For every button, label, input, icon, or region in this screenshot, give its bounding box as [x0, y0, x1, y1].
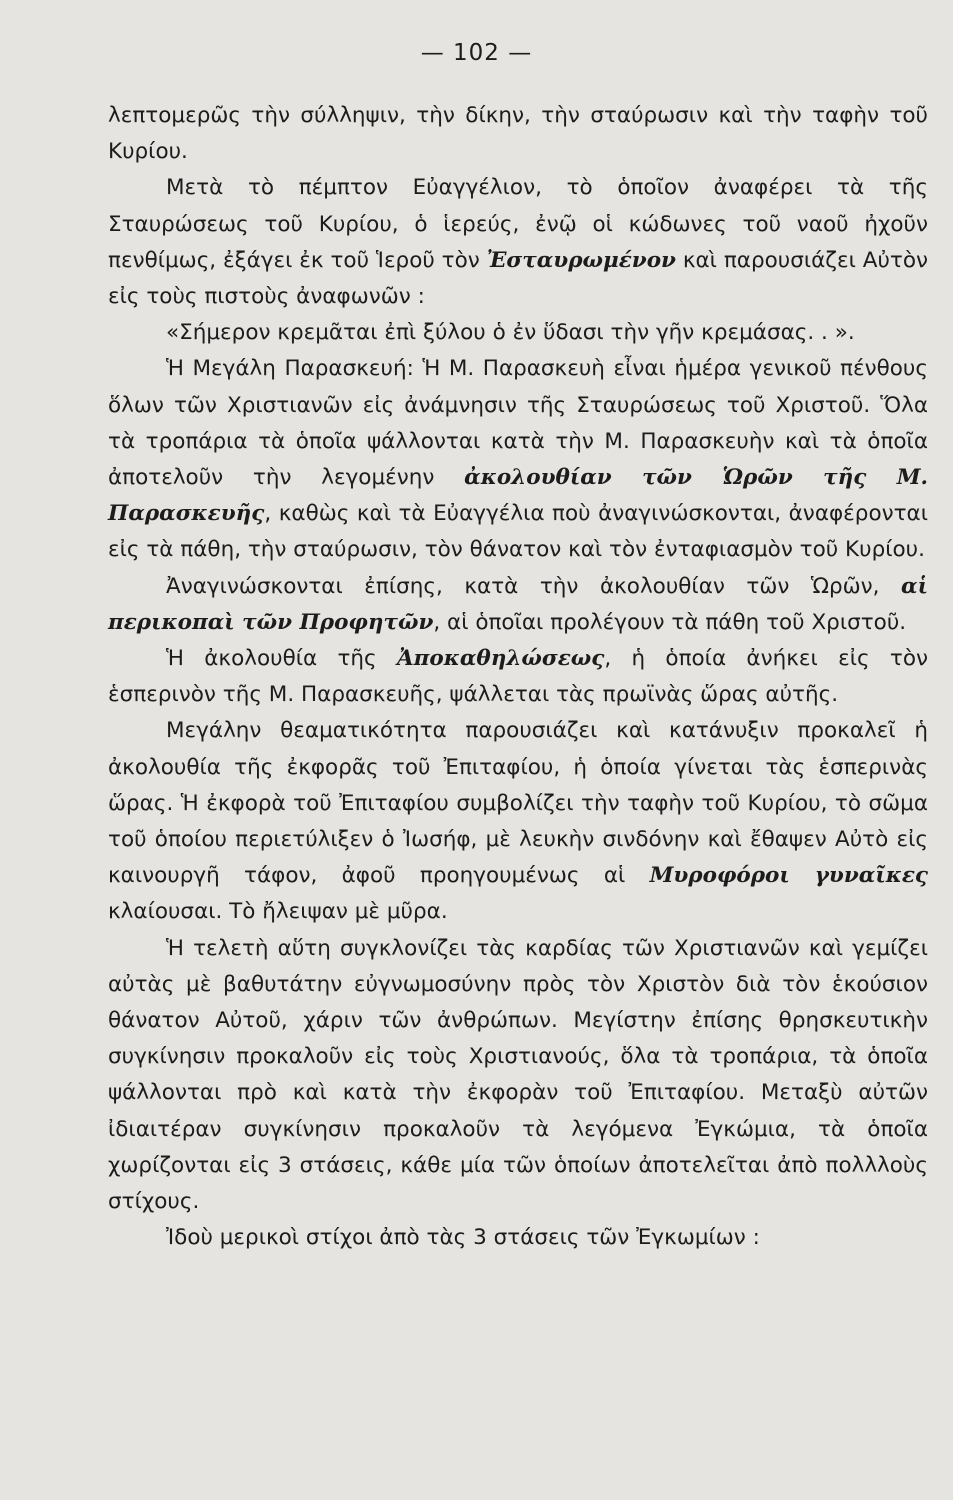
- text-run: Ἡ Μεγάλη Παρασκευή: Ἡ Μ. Παρασκευὴ εἶναι ἡμέρα γενικοῦ πένθους ὅλων τῶν Χριστιανῶν εἰς ἀνάμνησιν τῆς Σταυρώσεως τοῦ Χριστοῦ. Ὅλα τὰ τροπάρια τὰ ὁποῖα ψάλλονται κατὰ τὴν Μ. Παρασκευὴν καὶ τὰ ὁποῖα ἀποτελοῦν τὴν λεγομένην: [108, 356, 928, 491]
- text-run: Ἀναγινώσκονται ἐπίσης, κατὰ τὴν ἀκολουθίαν τῶν Ὡρῶν,: [166, 573, 902, 599]
- paragraph: λεπτομερῶς τὴν σύλληψιν, τὴν δίκην, τὴν σταύρωσιν καὶ τὴν ταφὴν τοῦ Κυρίου.: [108, 103, 928, 165]
- text-run: , αἱ ὁποῖαι προλέγουν τὰ πάθη τοῦ Χριστοῦ.: [433, 609, 907, 635]
- paragraph: [108, 713, 928, 930]
- paragraph: [108, 569, 928, 641]
- text-run: Ἡ ἀκολουθία τῆς: [166, 646, 397, 672]
- text-run: , ἡ ὁποία ἀνήκει εἰς τὸν ἑσπερινὸν τῆς Μ. Παρασκευῆς, ψάλλεται τὰς πρωϊνὰς ὥρας αὐτῆς.: [108, 646, 928, 708]
- text-run: κλαίουσαι. Τὸ ἤλειψαν μὲ μῦρα.: [108, 899, 448, 925]
- paragraph: Ἡ τελετὴ αὕτη συγκλονίζει τὰς καρδίας τῶν Χριστιανῶν καὶ γεμίζει αὐτὰς μὲ βαθυτάτην εὐγνωμοσύνην πρὸς τὸν Χριστὸν διὰ τὸν ἑκούσιον θάνατον Αὐτοῦ, χάριν τῶν ἀνθρώπων. Μεγίστην ἐπίσης θρησκευτικὴν συγκίνησιν προκαλοῦν εἰς τοὺς Χριστιανούς, ὅλα τὰ τροπάρια, τὰ ὁποῖα ψάλλονται πρὸ καὶ κατὰ τὴν ἐκφορὰν τοῦ Ἐπιταφίου. Μεταξὺ αὐτῶν ἰδιαιτέραν συγκίνησιν προκαλοῦν τὰ λεγόμενα Ἐγκώμια, τὰ ὁποῖα χωρίζονται εἰς 3 στάσεις, κάθε μία τῶν ὁποίων ἀποτελεῖται ἀπὸ πολλλοὺς στίχους.: [108, 935, 928, 1215]
- paragraph: Ἰδοὺ μερικοὶ στίχοι ἀπὸ τὰς 3 στάσεις τῶν Ἐγκωμίων :: [166, 1225, 760, 1251]
- emphasized-term: Ἀποκαθηλώσεως: [396, 646, 605, 672]
- emphasized-term: Ἐσταυρωμένον: [486, 247, 676, 273]
- text-run: , καθὼς καὶ τὰ Εὐαγγέλια ποὺ ἀναγινώσκονται, ἀναφέρονται εἰς τὰ πάθη, τὴν σταύρωσιν, τὸν θάνατον καὶ τὸν ἐνταφιασμὸν τοῦ Κυρίου.: [108, 501, 928, 563]
- paragraph: [108, 170, 928, 315]
- text-run: καὶ παρουσιάζει Αὐτὸν εἰς τοὺς πιστοὺς ἀναφωνῶν :: [108, 247, 928, 310]
- emphasized-term: ἀκολουθίαν τῶν Ὡρῶν τῆς Μ. Παρασκευῆς: [108, 465, 928, 527]
- text-run: Μεγάλην θεαματικότητα παρουσιάζει καὶ κατάνυξιν προκαλεῖ ἡ ἀκολουθία τῆς ἐκφορᾶς τοῦ Ἐπιταφίου, ἡ ὁποία γίνεται τὰς ἑσπερινὰς ὥρας. Ἡ ἐκφορὰ τοῦ Ἐπιταφίου συμβολίζει τὴν ταφὴν τοῦ Κυρίου, τὸ σῶμα τοῦ ὁποίου περιετύλιξεν ὁ Ἰωσήφ, μὲ λευκὴν σινδόνην καὶ ἔθαψεν Αὐτὸ εἰς καινουργῆ τάφον, ἀφοῦ προηγουμένως αἱ: [108, 718, 928, 889]
- page-number: — 102 —: [420, 40, 533, 66]
- body-text: [108, 98, 928, 1257]
- emphasized-term: αἱ περικοπαὶ τῶν Προφητῶν: [108, 573, 928, 635]
- emphasized-term: Μυροφόροι γυναῖκες: [649, 863, 928, 889]
- paragraph: «Σήμερον κρεμᾶται ἐπὶ ξύλου ὁ ἐν ὕδασι τὴν γῆν κρεμάσας. . ».: [166, 320, 855, 346]
- paragraph: [108, 641, 928, 713]
- text-run: Μετὰ τὸ πέμπτον Εὐαγγέλιον, τὸ ὁποῖον ἀναφέρει τὰ τῆς Σταυρώσεως τοῦ Κυρίου, ὁ ἱερεύς, ἐνῷ οἱ κώδωνες τοῦ ναοῦ ἠχοῦν πενθίμως, ἐξάγει ἐκ τοῦ Ἱεροῦ τὸν: [108, 175, 928, 273]
- paragraph: [108, 351, 928, 568]
